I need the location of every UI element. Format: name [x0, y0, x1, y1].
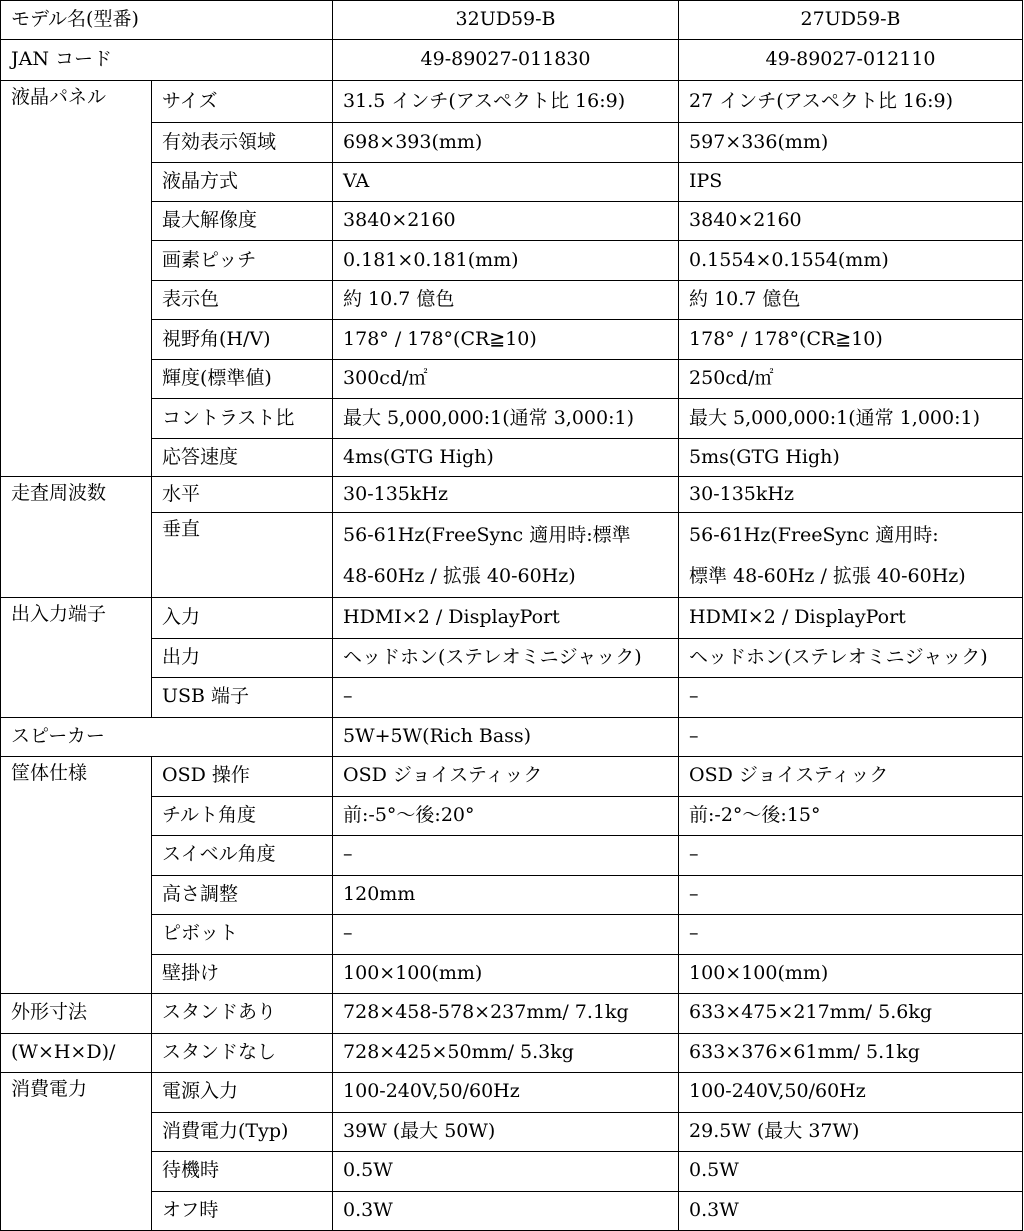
row-label: USB 端子 — [152, 677, 333, 717]
value-b: 100×100(mm) — [679, 954, 1023, 993]
table-row — [1, 1072, 1023, 1112]
row-label: スタンドなし — [152, 1033, 333, 1072]
group-label-dimensions-line2: (W×H×D)/ — [1, 1033, 152, 1072]
value-b: 前:-2°〜後:15° — [679, 796, 1023, 835]
group-label-dimensions-line1: 外形寸法 — [1, 993, 152, 1033]
table-row — [1, 320, 1023, 360]
jan-a: 49-89027-011830 — [333, 40, 679, 81]
value-b: 633×376×61mm/ 5.1kg — [679, 1033, 1023, 1072]
value-b: 633×475×217mm/ 5.6kg — [679, 993, 1023, 1033]
row-label: コントラスト比 — [152, 399, 333, 439]
group-label-speaker: スピーカー — [1, 717, 333, 756]
row-label: 有効表示領域 — [152, 123, 333, 163]
value-b — [679, 513, 1023, 598]
row-label: 視野角(H/V) — [152, 320, 333, 360]
row-label: 水平 — [152, 477, 333, 513]
value-b: ヘッドホン(ステレオミニジャック) — [679, 638, 1023, 677]
table-row — [1, 81, 1023, 123]
group-label-scan: 走査周波数 — [1, 477, 152, 598]
value-b: 約 10.7 億色 — [679, 281, 1023, 320]
value-a: 178° / 178°(CR≧10) — [333, 320, 679, 360]
group-label-power: 消費電力 — [1, 1072, 152, 1230]
value-b: 3840×2160 — [679, 202, 1023, 241]
value-b: – — [679, 677, 1023, 717]
value-a: 728×425×50mm/ 5.3kg — [333, 1033, 679, 1072]
table-row — [1, 597, 1023, 638]
row-label: ピボット — [152, 914, 333, 954]
value-a: – — [333, 677, 679, 717]
value-a: 39W (最大 50W) — [333, 1112, 679, 1151]
row-label: スイベル角度 — [152, 835, 333, 875]
value-b: IPS — [679, 163, 1023, 202]
row-label: オフ時 — [152, 1191, 333, 1230]
table-row — [1, 360, 1023, 399]
model-label: モデル名(型番) — [1, 1, 333, 40]
value-b-line: 標準 48-60Hz / 拡張 40-60Hz) — [689, 564, 966, 587]
value-b: 27 インチ(アスペクト比 16:9) — [679, 81, 1023, 123]
group-label-chassis: 筐体仕様 — [1, 756, 152, 993]
value-b: 5ms(GTG High) — [679, 439, 1023, 477]
value-a — [333, 513, 679, 598]
table-row — [1, 477, 1023, 513]
row-label: 最大解像度 — [152, 202, 333, 241]
value-b: 250cd/㎡ — [679, 360, 1023, 399]
table-row — [1, 835, 1023, 875]
value-a: 100×100(mm) — [333, 954, 679, 993]
value-b: – — [679, 717, 1023, 756]
table-row — [1, 638, 1023, 677]
value-b: 0.1554×0.1554(mm) — [679, 241, 1023, 281]
value-a: 約 10.7 億色 — [333, 281, 679, 320]
table-row — [1, 202, 1023, 241]
row-label: 電源入力 — [152, 1072, 333, 1112]
value-a: 5W+5W(Rich Bass) — [333, 717, 679, 756]
row-label: 応答速度 — [152, 439, 333, 477]
row-label: OSD 操作 — [152, 756, 333, 796]
model-b: 27UD59-B — [679, 1, 1023, 40]
value-a: 30-135kHz — [333, 477, 679, 513]
row-label: サイズ — [152, 81, 333, 123]
table-row — [1, 993, 1023, 1033]
model-row — [1, 1, 1023, 40]
value-b: 0.5W — [679, 1151, 1023, 1191]
row-label: 出力 — [152, 638, 333, 677]
table-row — [1, 241, 1023, 281]
table-row — [1, 399, 1023, 439]
value-a: – — [333, 914, 679, 954]
table-row — [1, 796, 1023, 835]
row-label: 待機時 — [152, 1151, 333, 1191]
group-label-panel: 液晶パネル — [1, 81, 152, 477]
value-a: 3840×2160 — [333, 202, 679, 241]
value-b: 29.5W (最大 37W) — [679, 1112, 1023, 1151]
value-a: ヘッドホン(ステレオミニジャック) — [333, 638, 679, 677]
table-row — [1, 677, 1023, 717]
row-label: 入力 — [152, 597, 333, 638]
value-a: OSD ジョイスティック — [333, 756, 679, 796]
value-a: HDMI×2 / DisplayPort — [333, 597, 679, 638]
value-a-line: 48-60Hz / 拡張 40-60Hz) — [343, 564, 576, 587]
row-label: 垂直 — [152, 513, 333, 598]
value-a: 0.5W — [333, 1151, 679, 1191]
value-b: 597×336(mm) — [679, 123, 1023, 163]
jan-row — [1, 40, 1023, 81]
row-label: 液晶方式 — [152, 163, 333, 202]
row-label: 表示色 — [152, 281, 333, 320]
table-row — [1, 513, 1023, 598]
row-label: 消費電力(Typ) — [152, 1112, 333, 1151]
value-a: 最大 5,000,000:1(通常 3,000:1) — [333, 399, 679, 439]
table-row — [1, 1191, 1023, 1230]
value-a: 120mm — [333, 875, 679, 914]
value-b: 100-240V,50/60Hz — [679, 1072, 1023, 1112]
jan-b: 49-89027-012110 — [679, 40, 1023, 81]
value-a: 0.3W — [333, 1191, 679, 1230]
value-a: 100-240V,50/60Hz — [333, 1072, 679, 1112]
table-row — [1, 1033, 1023, 1072]
value-a: 31.5 インチ(アスペクト比 16:9) — [333, 81, 679, 123]
table-row — [1, 756, 1023, 796]
group-label-io: 出入力端子 — [1, 597, 152, 717]
table-row — [1, 914, 1023, 954]
row-label: 高さ調整 — [152, 875, 333, 914]
table-row — [1, 954, 1023, 993]
value-b: 最大 5,000,000:1(通常 1,000:1) — [679, 399, 1023, 439]
value-b: – — [679, 914, 1023, 954]
value-a-line: 56-61Hz(FreeSync 適用時:標準 — [343, 524, 631, 546]
row-label: 輝度(標準値) — [152, 360, 333, 399]
row-label: チルト角度 — [152, 796, 333, 835]
value-a: 前:-5°〜後:20° — [333, 796, 679, 835]
table-row — [1, 1112, 1023, 1151]
value-a: 698×393(mm) — [333, 123, 679, 163]
value-b: HDMI×2 / DisplayPort — [679, 597, 1023, 638]
table-row — [1, 439, 1023, 477]
value-b: – — [679, 835, 1023, 875]
value-a: VA — [333, 163, 679, 202]
value-b: 30-135kHz — [679, 477, 1023, 513]
table-row — [1, 123, 1023, 163]
value-a: 300cd/㎡ — [333, 360, 679, 399]
value-b: 0.3W — [679, 1191, 1023, 1230]
value-b: – — [679, 875, 1023, 914]
table-row — [1, 875, 1023, 914]
value-b: 178° / 178°(CR≧10) — [679, 320, 1023, 360]
table-row — [1, 1151, 1023, 1191]
value-a: – — [333, 835, 679, 875]
jan-label: JAN コード — [1, 40, 333, 81]
table-row — [1, 717, 1023, 756]
value-a: 728×458-578×237mm/ 7.1kg — [333, 993, 679, 1033]
value-b: OSD ジョイスティック — [679, 756, 1023, 796]
table-row — [1, 281, 1023, 320]
table-row — [1, 163, 1023, 202]
value-a: 0.181×0.181(mm) — [333, 241, 679, 281]
value-b-line: 56-61Hz(FreeSync 適用時: — [689, 524, 939, 546]
model-a: 32UD59-B — [333, 1, 679, 40]
row-label: 画素ピッチ — [152, 241, 333, 281]
value-a: 4ms(GTG High) — [333, 439, 679, 477]
row-label: スタンドあり — [152, 993, 333, 1033]
row-label: 壁掛け — [152, 954, 333, 993]
